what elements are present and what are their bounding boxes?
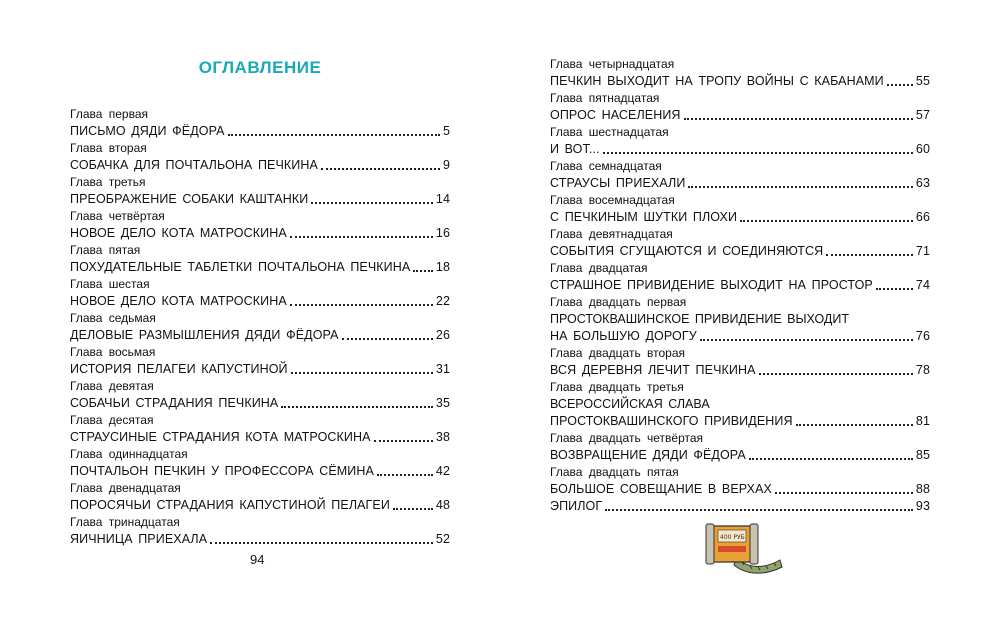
chapter-page: 18 (435, 260, 450, 274)
film-canister-icon (696, 520, 786, 576)
toc-entry (550, 379, 930, 430)
chapter-title: ЯИЧНИЦА ПРИЕХАЛА (70, 532, 208, 546)
dot-leader (700, 339, 913, 341)
dot-leader (826, 254, 913, 256)
toc-column-left (70, 106, 450, 548)
dot-leader (688, 186, 912, 188)
chapter-title: ВСЯ ДЕРЕВНЯ ЛЕЧИТ ПЕЧКИНА (550, 363, 756, 377)
chapter-number: Глава девятнадцатая (550, 227, 673, 241)
chapter-title-row (70, 327, 450, 344)
chapter-page: 38 (435, 430, 450, 444)
chapter-title: ПЕЧКИН ВЫХОДИТ НА ТРОПУ ВОЙНЫ С КАБАНАМИ (550, 74, 884, 88)
dot-leader (413, 270, 433, 272)
toc-entry (550, 464, 930, 498)
chapter-title-row (550, 447, 930, 464)
chapter-page: 81 (915, 414, 930, 428)
chapter-number: Глава шестнадцатая (550, 125, 669, 139)
toc-entry (70, 412, 450, 446)
chapter-title-row (70, 429, 450, 446)
dot-leader (374, 440, 433, 442)
toc-entry (550, 90, 930, 124)
chapter-title: ПИСЬМО ДЯДИ ФЁДОРА (70, 124, 225, 138)
dot-leader (887, 84, 913, 86)
chapter-title: НОВОЕ ДЕЛО КОТА МАТРОСКИНА (70, 294, 287, 308)
chapter-page: 57 (915, 108, 930, 122)
toc-entry (70, 276, 450, 310)
chapter-title: БОЛЬШОЕ СОВЕЩАНИЕ В ВЕРХАХ (550, 482, 772, 496)
film-label: 400 РУБ (720, 534, 745, 541)
chapter-title: ВОЗВРАЩЕНИЕ ДЯДИ ФЁДОРА (550, 448, 746, 462)
chapter-title-row (550, 107, 930, 124)
chapter-title: ИСТОРИЯ ПЕЛАГЕИ КАПУСТИНОЙ (70, 362, 288, 376)
chapter-page: 26 (435, 328, 450, 342)
dot-leader (759, 373, 913, 375)
chapter-number: Глава двадцать первая (550, 295, 687, 309)
chapter-title: НА БОЛЬШУЮ ДОРОГУ (550, 329, 697, 343)
chapter-number: Глава двадцать третья (550, 380, 684, 394)
dot-leader (876, 288, 913, 290)
toc-entry (70, 106, 450, 140)
toc-entry (550, 158, 930, 192)
toc-entry (550, 260, 930, 294)
toc-entry (70, 514, 450, 548)
chapter-title: ОПРОС НАСЕЛЕНИЯ (550, 108, 681, 122)
chapter-page: 52 (435, 532, 450, 546)
toc-entry (70, 310, 450, 344)
page-number: 94 (250, 552, 265, 567)
chapter-page: 74 (915, 278, 930, 292)
toc-entry (550, 226, 930, 260)
toc-entry (70, 242, 450, 276)
toc-entry (70, 446, 450, 480)
chapter-number: Глава пятая (70, 243, 141, 257)
chapter-page: 71 (915, 244, 930, 258)
dot-leader (603, 152, 913, 154)
chapter-page: 76 (915, 329, 930, 343)
toc-entry (70, 140, 450, 174)
chapter-page: 48 (435, 498, 450, 512)
chapter-title-row (550, 73, 930, 90)
chapter-title-row (550, 328, 930, 345)
chapter-number: Глава одиннадцатая (70, 447, 188, 461)
dot-leader (796, 424, 913, 426)
chapter-title-row (550, 277, 930, 294)
chapter-title-row (550, 362, 930, 379)
chapter-page: 66 (915, 210, 930, 224)
dot-leader (291, 372, 433, 374)
dot-leader (228, 134, 440, 136)
dot-leader (210, 542, 433, 544)
chapter-page: 5 (442, 124, 450, 138)
chapter-number: Глава третья (70, 175, 146, 189)
chapter-title-row (70, 361, 450, 378)
chapter-title: ВСЕРОССИЙСКАЯ СЛАВА (550, 397, 710, 411)
dot-leader (775, 492, 913, 494)
chapter-page: 35 (435, 396, 450, 410)
dot-leader (605, 509, 913, 511)
dot-leader (281, 406, 433, 408)
chapter-number: Глава двадцать вторая (550, 346, 686, 360)
chapter-number: Глава десятая (70, 413, 154, 427)
chapter-number: Глава восемнадцатая (550, 193, 675, 207)
chapter-title-row (70, 191, 450, 208)
chapter-number: Глава семнадцатая (550, 159, 662, 173)
chapter-page: 88 (915, 482, 930, 496)
chapter-title-row (70, 531, 450, 548)
chapter-number: Глава шестая (70, 277, 150, 291)
dot-leader (290, 236, 433, 238)
chapter-page: 60 (915, 142, 930, 156)
chapter-title: ЭПИЛОГ (550, 499, 603, 513)
chapter-page: 42 (435, 464, 450, 478)
chapter-title: СОБАЧКА ДЛЯ ПОЧТАЛЬОНА ПЕЧКИНА (70, 158, 318, 172)
dot-leader (377, 474, 433, 476)
chapter-number: Глава первая (70, 107, 149, 121)
chapter-title-row (550, 498, 930, 515)
toc-entry (550, 345, 930, 379)
dot-leader (311, 202, 433, 204)
chapter-title-row (550, 243, 930, 260)
chapter-number: Глава пятнадцатая (550, 91, 660, 105)
dot-leader (342, 338, 433, 340)
chapter-title-row (550, 481, 930, 498)
toc-entry (550, 498, 930, 515)
chapter-number: Глава двадцать пятая (550, 465, 679, 479)
chapter-number: Глава четырнадцатая (550, 57, 675, 71)
chapter-title-row (70, 293, 450, 310)
chapter-title: ПРОСТОКВАШИНСКОЕ ПРИВИДЕНИЕ ВЫХОДИТ (550, 312, 850, 326)
chapter-number: Глава четвёртая (70, 209, 165, 223)
chapter-title: НОВОЕ ДЕЛО КОТА МАТРОСКИНА (70, 226, 287, 240)
toc-entry (550, 430, 930, 464)
chapter-page: 14 (435, 192, 450, 206)
toc-entry (550, 56, 930, 90)
chapter-title: ПОХУДАТЕЛЬНЫЕ ТАБЛЕТКИ ПОЧТАЛЬОНА ПЕЧКИНА (70, 260, 411, 274)
chapter-title: ПОРОСЯЧЬИ СТРАДАНИЯ КАПУСТИНОЙ ПЕЛАГЕИ (70, 498, 390, 512)
chapter-title: ПРЕОБРАЖЕНИЕ СОБАКИ КАШТАНКИ (70, 192, 309, 206)
dot-leader (321, 168, 440, 170)
chapter-title: ДЕЛОВЫЕ РАЗМЫШЛЕНИЯ ДЯДИ ФЁДОРА (70, 328, 339, 342)
chapter-title-row (70, 157, 450, 174)
chapter-page: 9 (442, 158, 450, 172)
chapter-page: 78 (915, 363, 930, 377)
chapter-page: 85 (915, 448, 930, 462)
chapter-page: 55 (915, 74, 930, 88)
chapter-number: Глава вторая (70, 141, 147, 155)
chapter-title: ПРОСТОКВАШИНСКОГО ПРИВИДЕНИЯ (550, 414, 793, 428)
dot-leader (393, 508, 433, 510)
chapter-title-row (550, 175, 930, 192)
toc-entry (70, 480, 450, 514)
toc-entry (70, 378, 450, 412)
toc-entry (70, 174, 450, 208)
toc-entry (550, 192, 930, 226)
chapter-number: Глава тринадцатая (70, 515, 180, 529)
chapter-title-row (550, 141, 930, 158)
chapter-number: Глава двенадцатая (70, 481, 181, 495)
chapter-title: И ВОТ... (550, 142, 600, 156)
chapter-title: СТРАУСЫ ПРИЕХАЛИ (550, 176, 686, 190)
chapter-title-row (70, 463, 450, 480)
chapter-title-row (70, 497, 450, 514)
toc-entry (70, 208, 450, 242)
chapter-title-row (70, 395, 450, 412)
chapter-page: 31 (435, 362, 450, 376)
chapter-number: Глава двадцать четвёртая (550, 431, 704, 445)
chapter-title-row (550, 209, 930, 226)
chapter-page: 63 (915, 176, 930, 190)
chapter-title-row (70, 123, 450, 140)
chapter-number: Глава двадцатая (550, 261, 648, 275)
chapter-title: С ПЕЧКИНЫМ ШУТКИ ПЛОХИ (550, 210, 738, 224)
dot-leader (684, 118, 913, 120)
chapter-page: 93 (915, 499, 930, 513)
toc-entry (550, 294, 930, 345)
toc-entry (550, 124, 930, 158)
dot-leader (290, 304, 433, 306)
chapter-title: СОБАЧЬИ СТРАДАНИЯ ПЕЧКИНА (70, 396, 279, 410)
chapter-title-row (550, 413, 930, 430)
toc-entry (70, 344, 450, 378)
chapter-title-row (70, 259, 450, 276)
chapter-number: Глава седьмая (70, 311, 156, 325)
chapter-title: СОБЫТИЯ СГУЩАЮТСЯ И СОЕДИНЯЮТСЯ (550, 244, 824, 258)
chapter-page: 16 (435, 226, 450, 240)
dot-leader (749, 458, 913, 460)
chapter-title: ПОЧТАЛЬОН ПЕЧКИН У ПРОФЕССОРА СЁМИНА (70, 464, 374, 478)
chapter-number: Глава девятая (70, 379, 154, 393)
chapter-page: 22 (435, 294, 450, 308)
toc-column-right (550, 56, 930, 515)
chapter-title: СТРАШНОЕ ПРИВИДЕНИЕ ВЫХОДИТ НА ПРОСТОР (550, 278, 873, 292)
chapter-title: СТРАУСИНЫЕ СТРАДАНИЯ КОТА МАТРОСКИНА (70, 430, 371, 444)
page-title: ОГЛАВЛЕНИЕ (198, 58, 322, 77)
chapter-title-row (70, 225, 450, 242)
chapter-number: Глава восьмая (70, 345, 156, 359)
dot-leader (740, 220, 913, 222)
